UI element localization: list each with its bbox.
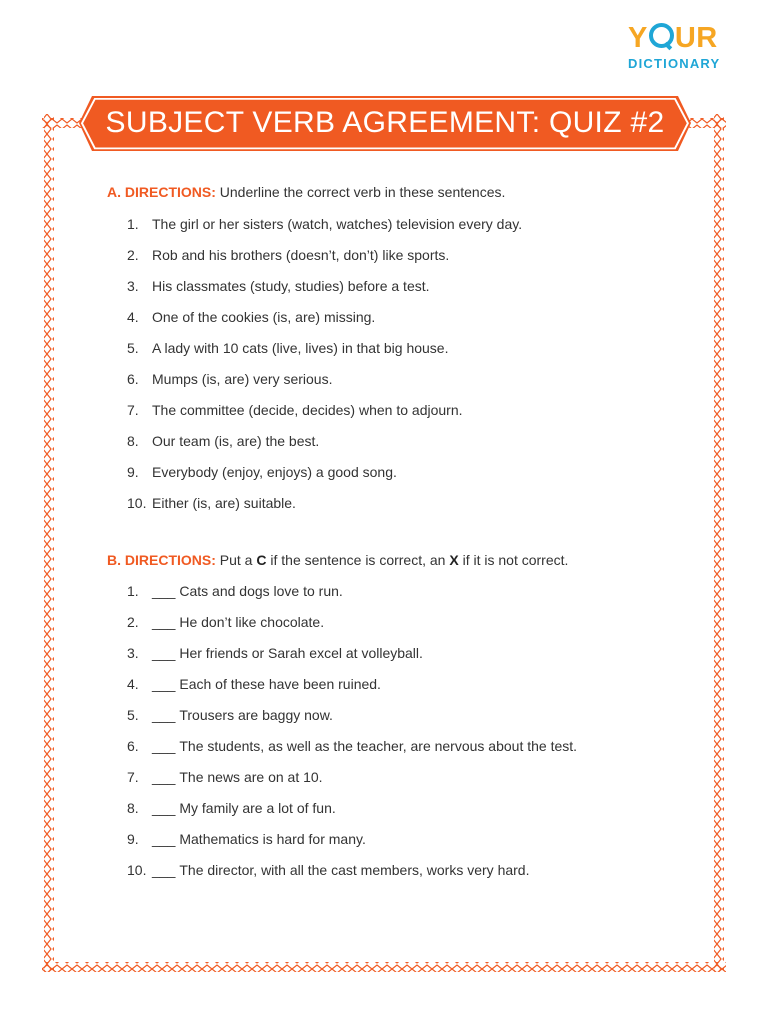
section-a-list	[127, 216, 522, 526]
logo-your: Y UR	[628, 22, 718, 54]
item-text: Everybody (enjoy, enjoys) a good song.	[152, 464, 397, 480]
item-text: Each of these have been ruined.	[179, 676, 381, 692]
item-number: 2.	[127, 247, 139, 263]
item-number: 9.	[127, 831, 139, 847]
item-text: The director, with all the cast members, works very hard.	[179, 862, 530, 878]
answer-blank[interactable]: ___	[152, 800, 176, 816]
list-item	[127, 464, 522, 495]
list-item	[127, 340, 522, 371]
section-b-directions: B. DIRECTIONS: Put a C if the sentence is correct, an X if it is not correct.	[107, 552, 569, 568]
item-text: Cats and dogs love to run.	[179, 583, 343, 599]
list-item	[127, 309, 522, 340]
item-text: He don’t like chocolate.	[179, 614, 325, 630]
yourdictionary-logo[interactable]	[628, 22, 738, 74]
item-text: The girl or her sisters (watch, watches) television every day.	[152, 216, 523, 232]
item-text: Her friends or Sarah excel at volleyball.	[179, 645, 423, 661]
item-number: 6.	[127, 371, 139, 387]
list-item	[127, 583, 577, 614]
item-number: 3.	[127, 278, 139, 294]
item-text: The committee (decide, decides) when to adjourn.	[152, 402, 463, 418]
answer-blank[interactable]: ___	[152, 645, 176, 661]
list-item	[127, 769, 577, 800]
page-title: SUBJECT VERB AGREEMENT: QUIZ #2	[105, 106, 665, 139]
list-item	[127, 738, 577, 769]
section-a-instruction: Underline the correct verb in these sentences.	[215, 184, 506, 200]
item-number: 3.	[127, 645, 139, 661]
list-item	[127, 831, 577, 862]
item-text: Either (is, are) suitable.	[152, 495, 296, 511]
item-number: 4.	[127, 309, 139, 325]
answer-blank[interactable]: ___	[152, 738, 176, 754]
list-item	[127, 645, 577, 676]
list-item	[127, 495, 522, 526]
item-number: 8.	[127, 800, 139, 816]
item-number: 10.	[127, 862, 147, 878]
item-text: Our team (is, are) the best.	[152, 433, 320, 449]
section-b-list	[127, 583, 577, 893]
logo-dictionary: DICTIONARY	[628, 56, 721, 71]
item-number: 6.	[127, 738, 139, 754]
section-b-label: B. DIRECTIONS:	[107, 552, 216, 568]
list-item	[127, 433, 522, 464]
item-number: 7.	[127, 769, 139, 785]
answer-blank[interactable]: ___	[152, 676, 176, 692]
magnifier-icon	[649, 23, 674, 48]
list-item	[127, 278, 522, 309]
item-number: 7.	[127, 402, 139, 418]
list-item	[127, 862, 577, 893]
item-text: His classmates (study, studies) before a test.	[152, 278, 430, 294]
item-number: 2.	[127, 614, 139, 630]
answer-blank[interactable]: ___	[152, 862, 176, 878]
list-item	[127, 707, 577, 738]
item-number: 9.	[127, 464, 139, 480]
item-number: 8.	[127, 433, 139, 449]
answer-blank[interactable]: ___	[152, 769, 176, 785]
list-item	[127, 216, 522, 247]
item-number: 5.	[127, 340, 139, 356]
answer-blank[interactable]: ___	[152, 614, 176, 630]
section-a-directions	[107, 184, 505, 200]
item-number: 5.	[127, 707, 139, 723]
item-text: The students, as well as the teacher, are nervous about the test.	[179, 738, 578, 754]
item-text: Mathematics is hard for many.	[179, 831, 366, 847]
item-text: A lady with 10 cats (live, lives) in that big house.	[152, 340, 449, 356]
list-item	[127, 402, 522, 433]
answer-blank[interactable]: ___	[152, 831, 176, 847]
list-item	[127, 614, 577, 645]
list-item	[127, 371, 522, 402]
item-number: 1.	[127, 583, 139, 599]
item-number: 1.	[127, 216, 139, 232]
list-item	[127, 676, 577, 707]
item-text: Trousers are baggy now.	[179, 707, 333, 723]
list-item	[127, 800, 577, 831]
item-text: One of the cookies (is, are) missing.	[152, 309, 376, 325]
answer-blank[interactable]: ___	[152, 707, 176, 723]
item-text: My family are a lot of fun.	[179, 800, 336, 816]
item-text: Mumps (is, are) very serious.	[152, 371, 333, 387]
answer-blank[interactable]: ___	[152, 583, 176, 599]
item-number: 10.	[127, 495, 147, 511]
item-number: 4.	[127, 676, 139, 692]
list-item	[127, 247, 522, 278]
item-text: Rob and his brothers (doesn’t, don’t) like sports.	[152, 247, 450, 263]
item-text: The news are on at 10.	[179, 769, 323, 785]
section-a-label: A. DIRECTIONS:	[107, 184, 216, 200]
